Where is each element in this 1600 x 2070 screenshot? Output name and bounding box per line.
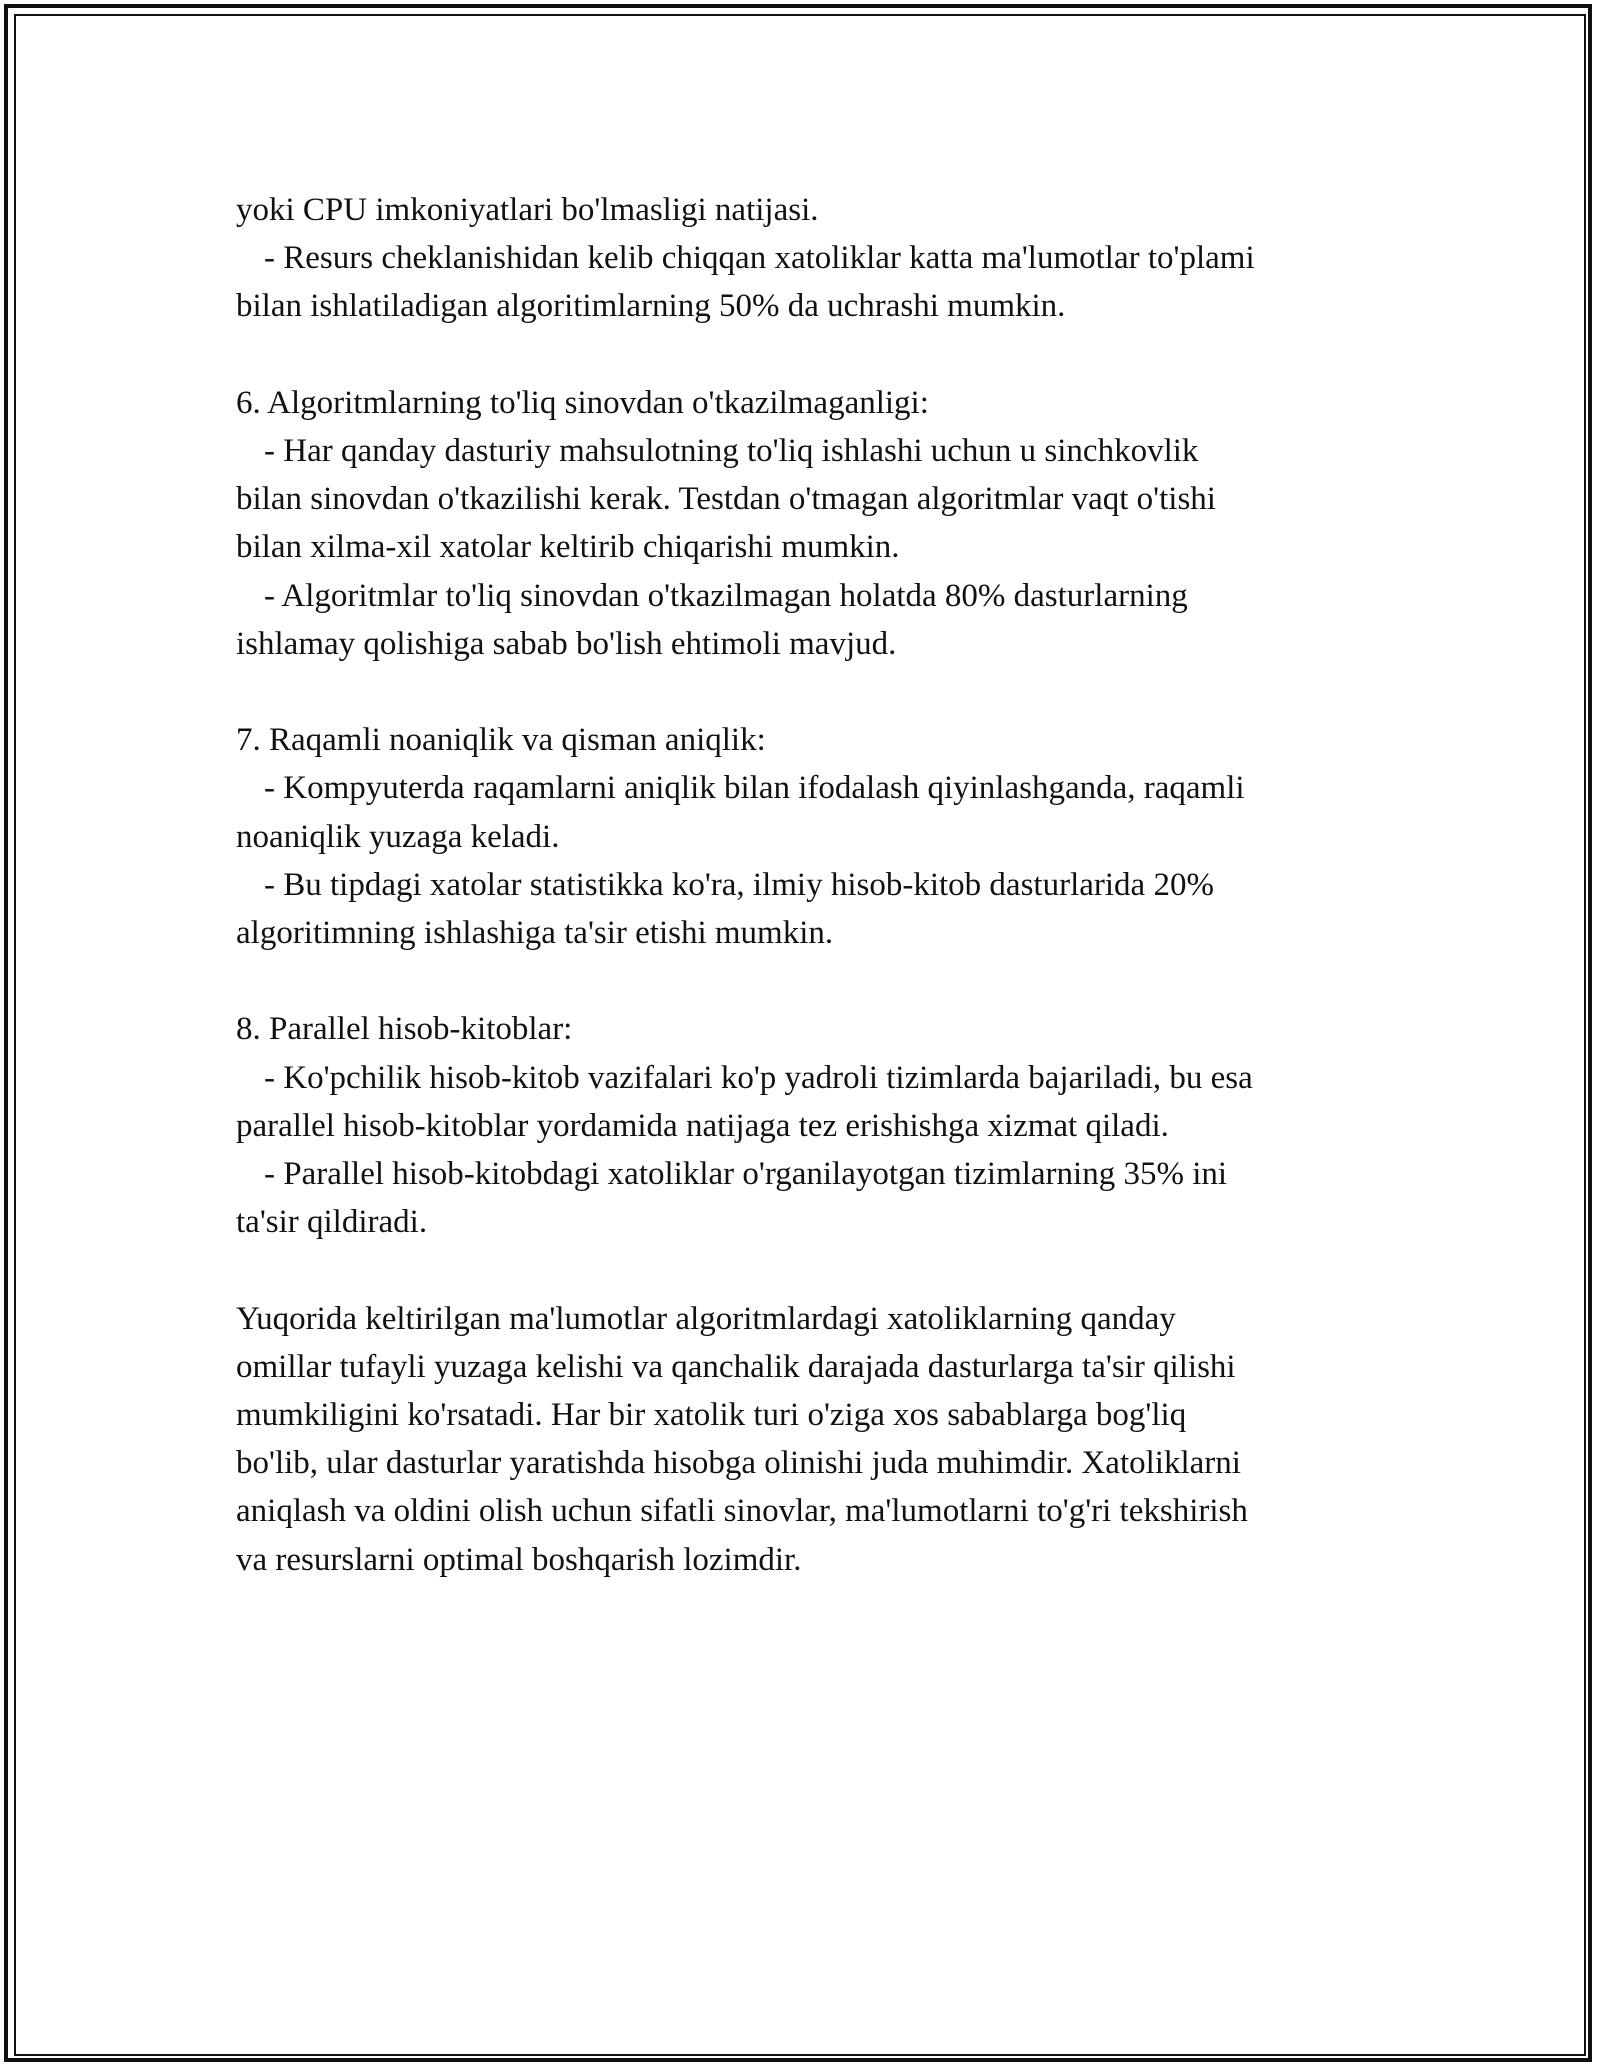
conclusion-line: aniqlash va oldini olish uchun sifatli sinovlar, ma'lumotlarni to'g'ri tekshirish — [236, 1493, 1248, 1530]
document-body — [236, 186, 1376, 1584]
paragraph-gap — [236, 668, 1376, 716]
section-7-bullet-1-line: - Kompyuterda raqamlarni aniqlik bilan ifodalash qiyinlashganda, raqamli — [264, 770, 1245, 807]
section-8-bullet-1-line: parallel hisob-kitoblar yordamida natijaga tez erishishga xizmat qiladi. — [236, 1107, 1169, 1144]
section-8-heading: 8. Parallel hisob-kitoblar: — [236, 1011, 573, 1048]
conclusion-line: omillar tufayli yuzaga kelishi va qanchalik darajada dasturlarga ta'sir qilishi — [236, 1348, 1236, 1385]
conclusion-paragraph — [236, 1295, 1376, 1584]
intro-line: yoki CPU imkoniyatlari bo'lmasligi natijasi. — [236, 192, 819, 228]
section-7-bullet-1-line: noaniqlik yuzaga keladi. — [236, 818, 560, 855]
section-8-bullet-2-line: - Parallel hisob-kitobdagi xatoliklar o'rganilayotgan tizimlarning 35% ini — [264, 1156, 1228, 1193]
section-6-bullet-1-line: bilan sinovdan o'tkazilishi kerak. Testdan o'tmagan algoritmlar vaqt o'tishi — [236, 481, 1216, 518]
section-6-bullet-1-line: bilan xilma-xil xatolar keltirib chiqarishi mumkin. — [236, 529, 900, 566]
intro-block — [236, 186, 1376, 331]
conclusion-line: bo'lib, ular dasturlar yaratishda hisobga olinishi juda muhimdir. Xatoliklarni — [236, 1445, 1241, 1482]
intro-bullet-line: - Resurs cheklanishidan kelib chiqqan xatoliklar katta ma'lumotlar to'plami — [264, 240, 1255, 277]
section-6-bullet-2-line: ishlamay qolishiga sabab bo'lish ehtimoli mavjud. — [236, 625, 897, 662]
section-6-heading: 6. Algoritmlarning to'liq sinovdan o'tkazilmaganligi: — [236, 384, 929, 421]
conclusion-line: mumkiligini ko'rsatadi. Har bir xatolik turi o'ziga xos sabablarga bog'liq — [236, 1397, 1187, 1434]
paragraph-gap — [236, 331, 1376, 379]
section-7 — [236, 716, 1376, 957]
intro-bullet-line: bilan ishlatiladigan algoritimlarning 50% da uchrashi mumkin. — [236, 288, 1066, 325]
section-6-bullet-1-line: - Har qanday dasturiy mahsulotning to'liq ishlashi uchun u sinchkovlik — [264, 433, 1199, 469]
paragraph-gap — [236, 957, 1376, 1005]
conclusion-line: va resurslarni optimal boshqarish lozimdir. — [236, 1541, 802, 1578]
section-8 — [236, 1005, 1376, 1246]
section-8-bullet-2-line: ta'sir qildiradi. — [236, 1204, 428, 1241]
section-6 — [236, 379, 1376, 668]
conclusion-line: Yuqorida keltirilgan ma'lumotlar algoritmlardagi xatoliklarning qanday — [236, 1300, 1176, 1337]
paragraph-gap — [236, 1246, 1376, 1294]
section-7-heading: 7. Raqamli noaniqlik va qisman aniqlik: — [236, 722, 766, 759]
section-6-bullet-2-line: - Algoritmlar to'liq sinovdan o'tkazilmagan holatda 80% dasturlarning — [264, 577, 1188, 614]
section-7-bullet-2-line: algoritimning ishlashiga ta'sir etishi mumkin. — [236, 915, 834, 952]
section-7-bullet-2-line: - Bu tipdagi xatolar statistikka ko'ra, ilmiy hisob-kitob dasturlarida 20% — [264, 866, 1214, 903]
section-8-bullet-1-line: - Ko'pchilik hisob-kitob vazifalari ko'p yadroli tizimlarda bajariladi, bu esa — [264, 1059, 1253, 1096]
